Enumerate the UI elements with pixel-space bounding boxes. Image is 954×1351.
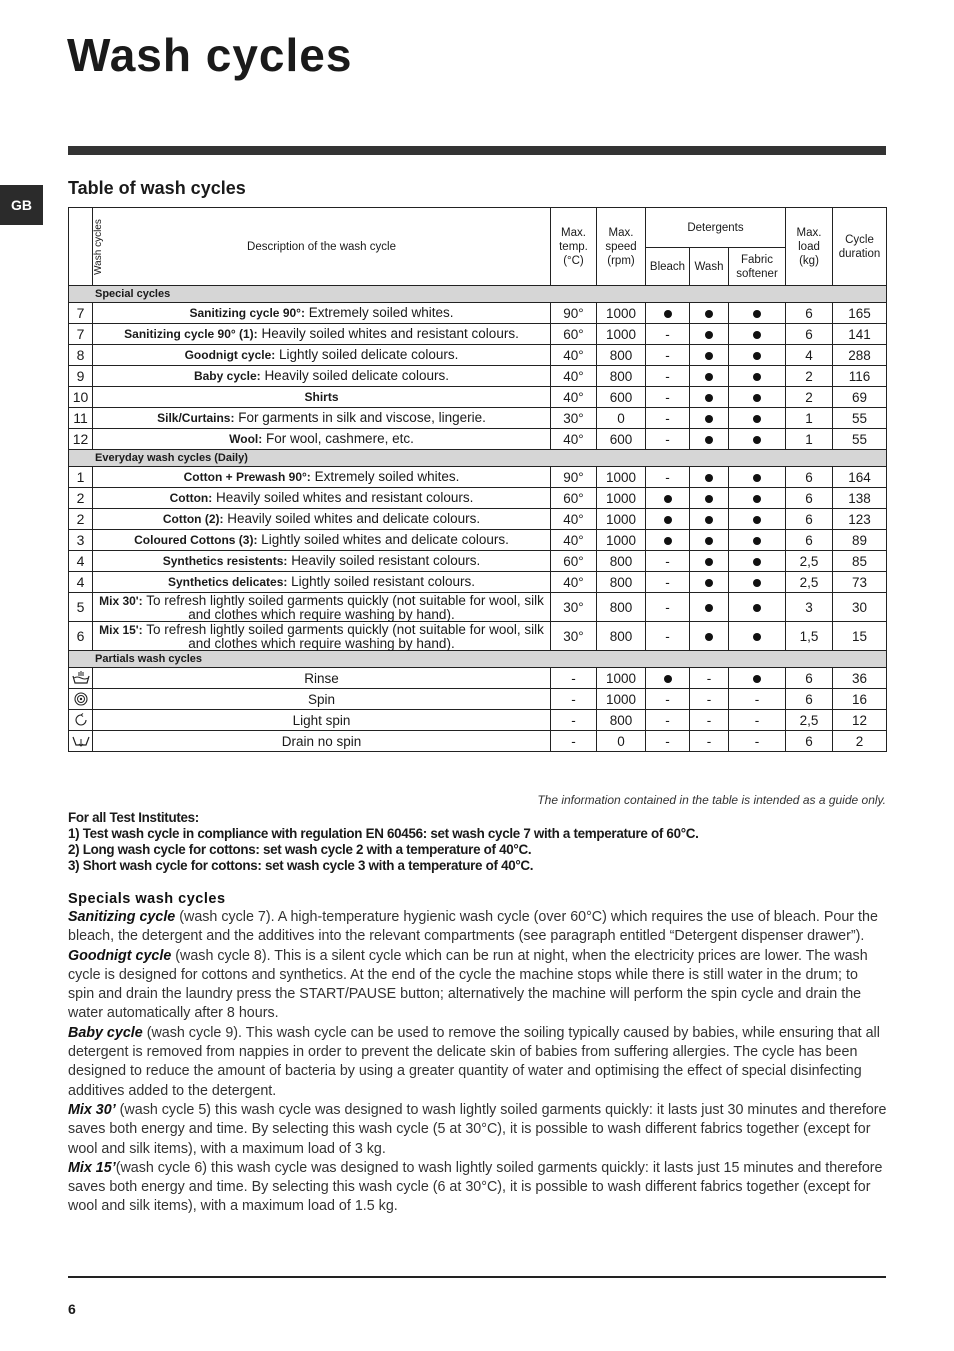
cell-bleach: - — [646, 622, 690, 651]
cell-load: 2,5 — [786, 710, 833, 731]
table-row — [69, 593, 887, 622]
header-detergents: Detergents — [646, 208, 786, 248]
top-rule — [68, 146, 886, 155]
cell-cycle-number: 4 — [69, 551, 93, 572]
cell-bleach — [646, 530, 690, 551]
cell-duration: 116 — [833, 366, 887, 387]
cell-softener: - — [729, 689, 786, 710]
cell-temp: 40° — [551, 387, 597, 408]
cell-wash: - — [690, 689, 729, 710]
cell-speed: 1000 — [597, 488, 646, 509]
cell-temp: 30° — [551, 622, 597, 651]
specials-paragraph: Sanitizing cycle (wash cycle 7). A high-temperature hygienic wash cycle (over 60°C) which requires the use of bleach. Pour the bleach, the detergent and the additives into the relevant compartments (see paragraph entitled “Detergent dispenser drawer”). — [68, 909, 878, 945]
cycle-name: Mix 15': — [99, 622, 143, 637]
group-label: Partials wash cycles — [69, 651, 887, 668]
table-row — [69, 467, 887, 488]
cycle-name: Synthetics delicates: — [168, 575, 288, 589]
cell-wash — [690, 488, 729, 509]
cell-load: 6 — [786, 509, 833, 530]
cell-bleach: - — [646, 324, 690, 345]
cell-description — [93, 345, 551, 366]
table-row — [69, 345, 887, 366]
cycle-name: Cotton: — [169, 491, 213, 505]
cell-temp: 40° — [551, 429, 597, 450]
cell-speed: 1000 — [597, 668, 646, 689]
cell-description — [93, 530, 551, 551]
cell-description — [93, 689, 551, 710]
cell-speed: 800 — [597, 710, 646, 731]
bullet-dot-icon — [705, 474, 713, 482]
cell-softener — [729, 593, 786, 622]
cell-bleach: - — [646, 366, 690, 387]
cell-duration: 89 — [833, 530, 887, 551]
cell-load: 6 — [786, 324, 833, 345]
header-cycle-duration: Cycle duration — [833, 208, 887, 286]
cycle-desc: Lightly soiled resistant colours. — [291, 574, 475, 589]
test-institutes-heading: For all Test Institutes: — [68, 810, 199, 825]
cell-speed: 1000 — [597, 509, 646, 530]
cell-load: 2,5 — [786, 572, 833, 593]
cell-wash — [690, 467, 729, 488]
table-row — [69, 509, 887, 530]
cycle-name: Goodnigt cycle: — [184, 348, 276, 362]
cell-temp: 40° — [551, 530, 597, 551]
cell-load: 6 — [786, 303, 833, 324]
bullet-dot-icon — [753, 394, 761, 402]
cell-wash — [690, 551, 729, 572]
cell-load: 2 — [786, 366, 833, 387]
test-institutes-item: 2) Long wash cycle for cottons: set wash cycle 2 with a temperature of 40°C. — [68, 842, 532, 857]
cell-wash — [690, 345, 729, 366]
cycle-name: Mix 30': — [99, 593, 143, 608]
cell-bleach: - — [646, 731, 690, 752]
specials-heading: Specials wash cycles — [68, 891, 226, 907]
cell-cycle-number: 8 — [69, 345, 93, 366]
header-bleach: Bleach — [646, 248, 690, 286]
bullet-dot-icon — [753, 352, 761, 360]
bullet-dot-icon — [705, 516, 713, 524]
cell-softener — [729, 622, 786, 651]
cell-description — [93, 572, 551, 593]
cell-temp: 90° — [551, 467, 597, 488]
bullet-dot-icon — [753, 633, 761, 641]
cell-temp: 40° — [551, 509, 597, 530]
cell-temp: 40° — [551, 345, 597, 366]
cell-bleach: - — [646, 429, 690, 450]
cell-softener: - — [729, 710, 786, 731]
cell-softener — [729, 509, 786, 530]
bullet-dot-icon — [753, 516, 761, 524]
cell-cycle-number: 11 — [69, 408, 93, 429]
specials-paragraph: Baby cycle (wash cycle 9). This wash cycle can be used to remove the soiling typically caused by babies, while ensuring that all detergent is removed from nappies in order to prevent the delicate skin of babies from suffering allergies. The cycle has been designed to reduce the amount of bacteria by using a greater quantity of water and optimising the effect of special disinfecting additives added to the detergent. — [68, 1024, 880, 1099]
table-row — [69, 572, 887, 593]
table-row — [69, 303, 887, 324]
cycle-name: Cotton + Prewash 90°: — [183, 470, 311, 484]
cycle-name: Sanitizing cycle 90° (1): — [124, 327, 258, 341]
cell-wash — [690, 622, 729, 651]
cell-speed: 1000 — [597, 303, 646, 324]
bullet-dot-icon — [705, 310, 713, 318]
cell-speed: 1000 — [597, 689, 646, 710]
cell-load: 6 — [786, 530, 833, 551]
light-spin-icon — [69, 710, 93, 731]
bullet-dot-icon — [753, 474, 761, 482]
cell-wash — [690, 408, 729, 429]
cell-temp: - — [551, 731, 597, 752]
specials-paragraph: Goodnigt cycle (wash cycle 8). This is a silent cycle which can be run at night, when the electricity prices are lower. The wash cycle is designed for cottons and synthetics. At the end of the cycle the machine stops while there is still water in the drum; to spin and drain the laundry press the START/PAUSE button; alternatively the machine will perform the spin cycle and drain the water automatically after 8 hours. — [68, 947, 868, 1022]
cell-duration: 123 — [833, 509, 887, 530]
cell-softener — [729, 324, 786, 345]
cycle-name: Baby cycle: — [193, 369, 261, 383]
bullet-dot-icon — [664, 675, 672, 683]
cell-wash: - — [690, 731, 729, 752]
header-fabric-softener: Fabric softener — [729, 248, 786, 286]
cell-bleach — [646, 668, 690, 689]
group-row — [69, 450, 887, 467]
table-row — [69, 366, 887, 387]
cell-duration: 138 — [833, 488, 887, 509]
test-institutes-item: 3) Short wash cycle for cottons: set wash cycle 3 with a temperature of 40°C. — [68, 858, 534, 873]
cell-duration: 36 — [833, 668, 887, 689]
cell-speed: 600 — [597, 387, 646, 408]
cell-cycle-number: 7 — [69, 303, 93, 324]
cell-cycle-number: 2 — [69, 488, 93, 509]
cell-wash — [690, 530, 729, 551]
cell-duration: 165 — [833, 303, 887, 324]
table-row — [69, 530, 887, 551]
cycle-desc: Heavily soiled resistant colours. — [291, 553, 481, 568]
cell-wash — [690, 509, 729, 530]
cell-description — [93, 710, 551, 731]
cell-temp: 90° — [551, 303, 597, 324]
cell-bleach: - — [646, 387, 690, 408]
cell-bleach — [646, 488, 690, 509]
cell-description — [93, 731, 551, 752]
cell-duration: 141 — [833, 324, 887, 345]
spin-icon — [69, 689, 93, 710]
cycle-name: Shirts — [304, 390, 339, 404]
cell-speed: 800 — [597, 593, 646, 622]
bullet-dot-icon — [664, 495, 672, 503]
header-wash-cycles: Wash cycles — [69, 208, 93, 286]
cell-wash — [690, 303, 729, 324]
cell-softener — [729, 366, 786, 387]
cell-temp: - — [551, 710, 597, 731]
bottom-rule — [68, 1276, 886, 1278]
cell-description — [93, 551, 551, 572]
bullet-dot-icon — [753, 537, 761, 545]
cell-duration: 2 — [833, 731, 887, 752]
cell-description — [93, 366, 551, 387]
cell-load: 2 — [786, 387, 833, 408]
cell-softener — [729, 572, 786, 593]
wash-cycles-table — [68, 207, 887, 752]
test-institutes-item: 1) Test wash cycle in compliance with regulation EN 60456: set wash cycle 7 with a temperature of 60°C. — [68, 826, 699, 841]
cell-speed: 1000 — [597, 467, 646, 488]
header-max-speed: Max. speed (rpm) — [597, 208, 646, 286]
cell-wash: - — [690, 710, 729, 731]
cell-softener — [729, 668, 786, 689]
table-row — [69, 324, 887, 345]
cycle-desc: Lightly soiled whites and delicate colours. — [261, 532, 509, 547]
bullet-dot-icon — [705, 579, 713, 587]
group-row — [69, 286, 887, 303]
cycle-desc: Spin — [307, 691, 336, 707]
specials-section — [68, 890, 888, 1217]
bullet-dot-icon — [705, 394, 713, 402]
test-institutes-notes — [68, 810, 888, 874]
cell-bleach: - — [646, 467, 690, 488]
cell-description — [93, 668, 551, 689]
cell-bleach: - — [646, 689, 690, 710]
cycle-name: Coloured Cottons (3): — [134, 533, 258, 547]
cycle-desc: Heavily soiled delicate colours. — [264, 368, 450, 383]
cell-description — [93, 429, 551, 450]
specials-paragraph: Mix 15’(wash cycle 6) this wash cycle was designed to wash lightly soiled garments quickly: it lasts just 15 minutes and therefore saves both energy and time. By selecting this wash cycle (6 at 30°C), it is possible to wash different fabrics together (except for wool and silk items), with a maximum load of 1.5 kg. — [68, 1159, 883, 1215]
cycle-name: Synthetics resistents: — [162, 554, 288, 568]
cell-duration: 12 — [833, 710, 887, 731]
cycle-desc: Heavily soiled whites and resistant colours. — [216, 490, 474, 505]
cell-softener — [729, 303, 786, 324]
table-row — [69, 622, 887, 651]
bullet-dot-icon — [664, 516, 672, 524]
bullet-dot-icon — [753, 331, 761, 339]
cell-load: 1 — [786, 429, 833, 450]
bullet-dot-icon — [705, 436, 713, 444]
cell-bleach: - — [646, 710, 690, 731]
cell-cycle-number: 5 — [69, 593, 93, 622]
cell-description — [93, 324, 551, 345]
table-row — [69, 429, 887, 450]
cell-cycle-number: 3 — [69, 530, 93, 551]
header-wash: Wash — [690, 248, 729, 286]
cell-load: 2,5 — [786, 551, 833, 572]
cell-cycle-number: 10 — [69, 387, 93, 408]
bullet-dot-icon — [753, 558, 761, 566]
cell-temp: - — [551, 689, 597, 710]
cell-wash: - — [690, 668, 729, 689]
cell-duration: 164 — [833, 467, 887, 488]
cell-bleach: - — [646, 593, 690, 622]
bullet-dot-icon — [705, 558, 713, 566]
cell-speed: 0 — [597, 731, 646, 752]
cell-softener: - — [729, 731, 786, 752]
bullet-dot-icon — [705, 415, 713, 423]
cell-temp: 30° — [551, 593, 597, 622]
cell-softener — [729, 429, 786, 450]
cell-softener — [729, 345, 786, 366]
cell-description — [93, 387, 551, 408]
table-row — [69, 731, 887, 752]
bullet-dot-icon — [753, 373, 761, 381]
cell-temp: 40° — [551, 366, 597, 387]
cell-temp: 40° — [551, 572, 597, 593]
cell-load: 6 — [786, 689, 833, 710]
cell-duration: 30 — [833, 593, 887, 622]
bullet-dot-icon — [753, 604, 761, 612]
cell-softener — [729, 488, 786, 509]
cell-softener — [729, 387, 786, 408]
cell-cycle-number: 12 — [69, 429, 93, 450]
cell-wash — [690, 387, 729, 408]
bullet-dot-icon — [753, 579, 761, 587]
cell-cycle-number: 6 — [69, 622, 93, 651]
bullet-dot-icon — [753, 310, 761, 318]
cell-cycle-number: 1 — [69, 467, 93, 488]
cell-wash — [690, 324, 729, 345]
bullet-dot-icon — [705, 352, 713, 360]
cell-description — [93, 303, 551, 324]
bullet-dot-icon — [664, 310, 672, 318]
cycle-desc: Heavily soiled whites and resistant colours. — [261, 326, 519, 341]
cell-load: 1,5 — [786, 622, 833, 651]
cell-temp: 60° — [551, 488, 597, 509]
cell-softener — [729, 551, 786, 572]
cell-description — [93, 509, 551, 530]
cell-duration: 85 — [833, 551, 887, 572]
cell-wash — [690, 572, 729, 593]
cycle-desc: To refresh lightly soiled garments quickly (not suitable for wool, silk and clothes which require washing by hand). — [146, 621, 544, 651]
bullet-dot-icon — [705, 373, 713, 381]
page-title: Wash cycles — [67, 29, 353, 81]
table-row — [69, 689, 887, 710]
language-tab: GB — [0, 185, 43, 225]
group-label: Special cycles — [69, 286, 887, 303]
cell-temp: 60° — [551, 551, 597, 572]
cell-duration: 73 — [833, 572, 887, 593]
cell-wash — [690, 593, 729, 622]
cell-duration: 16 — [833, 689, 887, 710]
cell-speed: 1000 — [597, 324, 646, 345]
cell-bleach: - — [646, 408, 690, 429]
cell-speed: 1000 — [597, 530, 646, 551]
table-row — [69, 551, 887, 572]
cell-temp: - — [551, 668, 597, 689]
cell-cycle-number: 9 — [69, 366, 93, 387]
cycle-desc: To refresh lightly soiled garments quickly (not suitable for wool, silk and clothes which require washing by hand). — [146, 592, 544, 622]
cell-bleach — [646, 509, 690, 530]
cycle-name: Silk/Curtains: — [157, 411, 235, 425]
table-row — [69, 710, 887, 731]
table-note: The information contained in the table is intended as a guide only. — [537, 793, 886, 807]
bullet-dot-icon — [753, 436, 761, 444]
cell-cycle-number: 2 — [69, 509, 93, 530]
cell-load: 6 — [786, 467, 833, 488]
cell-bleach: - — [646, 345, 690, 366]
cell-bleach — [646, 303, 690, 324]
group-row — [69, 651, 887, 668]
cell-load: 1 — [786, 408, 833, 429]
cell-duration: 55 — [833, 408, 887, 429]
cell-bleach: - — [646, 572, 690, 593]
specials-paragraph: Mix 30’ (wash cycle 5) this wash cycle was designed to wash lightly soiled garments quickly: it lasts just 30 minutes and therefore saves both energy and time. By selecting this wash cycle (5 at 30°C), it is possible to wash different fabrics together (except for wool and silk items), with a maximum load of 3 kg. — [68, 1101, 887, 1157]
cell-speed: 800 — [597, 572, 646, 593]
bullet-dot-icon — [705, 633, 713, 641]
cycle-desc: Lightly soiled delicate colours. — [279, 347, 459, 362]
table-row — [69, 387, 887, 408]
cell-speed: 800 — [597, 551, 646, 572]
cell-load: 6 — [786, 731, 833, 752]
cell-speed: 800 — [597, 366, 646, 387]
table-row — [69, 668, 887, 689]
cell-temp: 30° — [551, 408, 597, 429]
cell-softener — [729, 408, 786, 429]
cell-description — [93, 408, 551, 429]
cell-description — [93, 593, 551, 622]
rinse-icon — [69, 668, 93, 689]
header-max-temp: Max. temp. (°C) — [551, 208, 597, 286]
cycle-desc: Rinse — [304, 670, 339, 686]
bullet-dot-icon — [705, 537, 713, 545]
bullet-dot-icon — [705, 331, 713, 339]
cell-speed: 800 — [597, 345, 646, 366]
cycle-desc: Extremely soiled whites. — [308, 305, 454, 320]
cell-load: 4 — [786, 345, 833, 366]
table-row — [69, 488, 887, 509]
cell-speed: 600 — [597, 429, 646, 450]
cell-bleach: - — [646, 551, 690, 572]
cell-description — [93, 488, 551, 509]
cycle-name: Cotton (2): — [162, 512, 224, 526]
bullet-dot-icon — [753, 415, 761, 423]
cell-temp: 60° — [551, 324, 597, 345]
cell-load: 3 — [786, 593, 833, 622]
cycle-name: Wool: — [229, 432, 263, 446]
section-title: Table of wash cycles — [68, 178, 246, 198]
page-number: 6 — [68, 1301, 76, 1317]
cell-description — [93, 467, 551, 488]
cycle-desc: Light spin — [292, 712, 351, 728]
header-max-load: Max. load (kg) — [786, 208, 833, 286]
cycle-desc: For wool, cashmere, etc. — [266, 431, 414, 446]
bullet-dot-icon — [753, 675, 761, 683]
bullet-dot-icon — [705, 604, 713, 612]
cycle-desc: For garments in silk and viscose, lingerie. — [238, 410, 486, 425]
cell-softener — [729, 467, 786, 488]
cell-description — [93, 622, 551, 651]
cell-duration: 69 — [833, 387, 887, 408]
cell-load: 6 — [786, 668, 833, 689]
bullet-dot-icon — [753, 495, 761, 503]
cycle-desc: Extremely soiled whites. — [314, 469, 460, 484]
cell-wash — [690, 429, 729, 450]
cycle-desc: Heavily soiled whites and delicate colours. — [227, 511, 481, 526]
cell-duration: 288 — [833, 345, 887, 366]
drain-icon — [69, 731, 93, 752]
cell-cycle-number: 7 — [69, 324, 93, 345]
bullet-dot-icon — [664, 537, 672, 545]
cell-load: 6 — [786, 488, 833, 509]
cell-duration: 15 — [833, 622, 887, 651]
cell-cycle-number: 4 — [69, 572, 93, 593]
header-description: Description of the wash cycle — [93, 208, 551, 286]
bullet-dot-icon — [705, 495, 713, 503]
cell-duration: 55 — [833, 429, 887, 450]
group-label: Everyday wash cycles (Daily) — [69, 450, 887, 467]
cell-speed: 0 — [597, 408, 646, 429]
cell-softener — [729, 530, 786, 551]
cycle-desc: Drain no spin — [281, 733, 362, 749]
cell-wash — [690, 366, 729, 387]
cycle-name: Sanitizing cycle 90°: — [189, 306, 305, 320]
cell-speed: 800 — [597, 622, 646, 651]
table-row — [69, 408, 887, 429]
